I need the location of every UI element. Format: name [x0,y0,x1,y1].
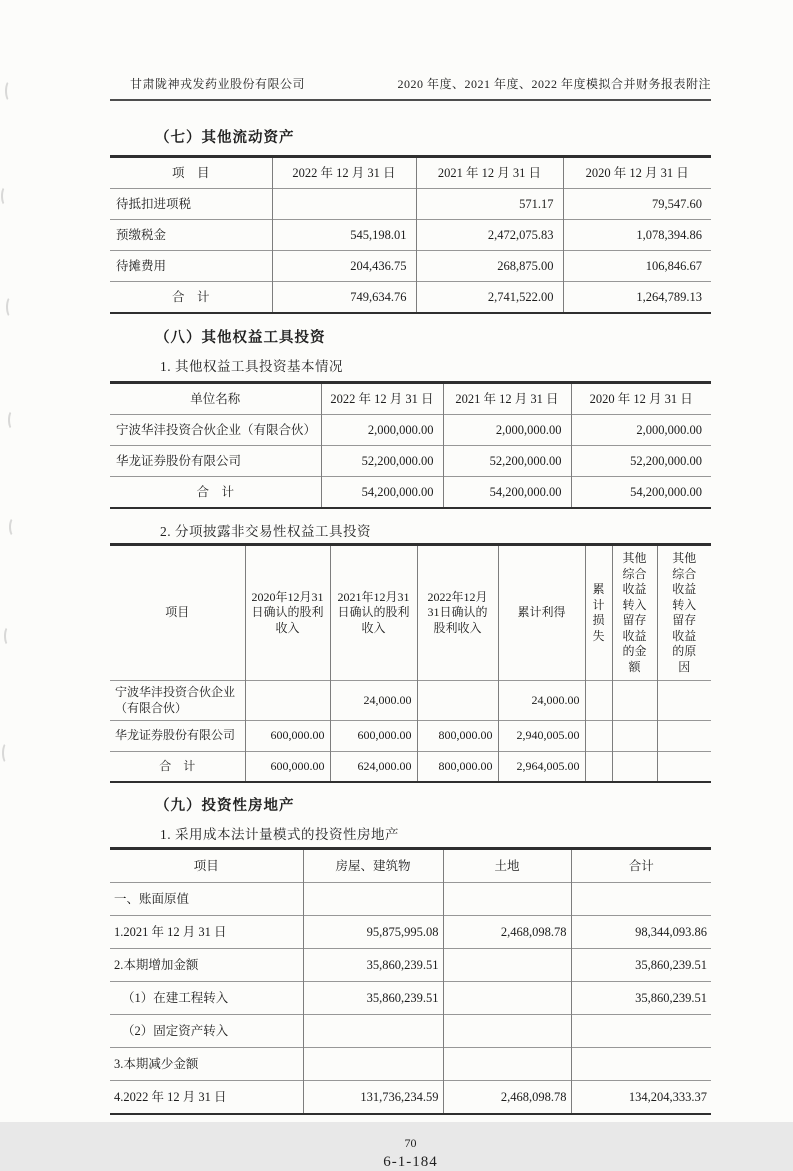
table-cell: 华龙证券股份有限公司 [110,446,321,477]
table-cell: 268,875.00 [416,251,563,282]
other-current-assets-table [110,155,711,314]
table-cell [443,949,571,982]
table-cell: 106,846.67 [563,251,711,282]
table-header-cell: 单位名称 [190,392,241,406]
table-row [110,681,711,721]
table-cell: 600,000.00 [245,721,330,752]
table-cell: 2,000,000.00 [321,415,443,446]
table-cell: 3.本期减少金额 [110,1048,303,1081]
table-header-row [110,849,711,883]
table-cell: 1,264,789.13 [563,282,711,314]
table-cell: 134,204,333.37 [571,1081,711,1115]
table-cell: 600,000.00 [330,721,417,752]
table-cell: 待抵扣进项税 [110,189,272,220]
table-cell [417,681,498,721]
table-header-cell: 其他综合收益转入留存收益的原因 [657,545,711,681]
table-cell: 4.2022 年 12 月 31 日 [110,1081,303,1115]
table-cell [443,883,571,916]
table-cell: 545,198.01 [272,220,416,251]
document-number: 6-1-184 [383,1154,438,1170]
table-cell [303,1048,443,1081]
table-cell [571,1048,711,1081]
table-cell: 204,436.75 [272,251,416,282]
table-total-row [110,751,711,782]
investment-property-table [110,847,711,1115]
table-cell: 35,860,239.51 [303,982,443,1015]
table-cell [657,751,711,782]
table-cell: 24,000.00 [498,681,585,721]
table-cell: 待摊费用 [110,251,272,282]
table-cell: 54,200,000.00 [571,477,711,509]
table-cell [585,721,612,752]
table-cell: 合 计 [110,477,321,509]
table-header-cell: 2020年12月31日确认的股利收入 [245,545,330,681]
table-cell [612,681,657,721]
table-cell: 2,468,098.78 [443,1081,571,1115]
section-9-subtitle-1: 1. 采用成本法计量模式的投资性房地产 [160,827,399,842]
table-cell: 2.本期增加金额 [110,949,303,982]
scan-artifact [9,517,19,537]
table-cell [272,189,416,220]
table-cell: 华龙证券股份有限公司 [110,721,245,752]
table-row [110,1015,711,1048]
table-header-cell: 2021 年 12 月 31 日 [443,383,571,415]
table-cell: 2,964,005.00 [498,751,585,782]
table-header-cell: 2022 年 12 月 31 日 [272,157,416,189]
report-title: 2020 年度、2021 年度、2022 年度模拟合并财务报表附注 [397,77,711,91]
table-cell [443,1048,571,1081]
table-cell: 宁波华沣投资合伙企业（有限合伙） [110,681,245,721]
table-cell [612,721,657,752]
table-header-cell: 2021 年 12 月 31 日 [416,157,563,189]
table-cell: 600,000.00 [245,751,330,782]
table-cell: 35,860,239.51 [303,949,443,982]
table-cell: 1.2021 年 12 月 31 日 [110,916,303,949]
section-7-title: （七）其他流动资产 [155,130,295,146]
table-cell [245,681,330,721]
table-cell: 95,875,995.08 [303,916,443,949]
table-total-row [110,282,711,314]
table-header-row [110,383,711,415]
table-header-cell: 2021年12月31日确认的股利收入 [330,545,417,681]
table-row [110,1081,711,1115]
table-header-cell: 累计损失 [585,545,612,681]
table-row [110,916,711,949]
table-cell: 800,000.00 [417,751,498,782]
table-cell: （1）在建工程转入 [110,982,303,1015]
table-cell [303,1015,443,1048]
table-cell: 35,860,239.51 [571,949,711,982]
table-cell: 1,078,394.86 [563,220,711,251]
table-header-cell: 合计 [571,849,711,883]
scan-artifact [1,186,10,206]
table-cell: 131,736,234.59 [303,1081,443,1115]
page-content [110,0,711,1171]
table-cell: 2,000,000.00 [443,415,571,446]
scan-artifact [6,296,16,318]
table-header-cell: 2022 年 12 月 31 日 [321,383,443,415]
table-header-cell: 项目 [193,859,219,873]
table-cell: 624,000.00 [330,751,417,782]
table-cell: 预缴税金 [110,220,272,251]
table-cell: 54,200,000.00 [321,477,443,509]
table-cell [612,751,657,782]
scan-artifact [8,410,17,430]
table-cell [443,1015,571,1048]
table-cell [657,721,711,752]
table-cell: 52,200,000.00 [443,446,571,477]
table-cell: 79,547.60 [563,189,711,220]
table-cell: 98,344,093.86 [571,916,711,949]
table-row [110,415,711,446]
table-cell: 35,860,239.51 [571,982,711,1015]
table-cell: （2）固定资产转入 [110,1015,303,1048]
table-row [110,189,711,220]
equity-investment-basic-table [110,381,711,509]
table-row [110,1048,711,1081]
table-cell: 宁波华沣投资合伙企业（有限合伙） [110,415,321,446]
table-cell: 571.17 [416,189,563,220]
table-header-row [110,157,711,189]
table-header-cell: 土地 [443,849,571,883]
table-cell [571,883,711,916]
table-cell: 2,741,522.00 [416,282,563,314]
table-cell: 一、账面原值 [110,883,303,916]
table-cell [657,681,711,721]
table-header-cell: 其他综合收益转入留存收益的金额 [612,545,657,681]
table-cell: 52,200,000.00 [321,446,443,477]
section-8-subtitle-1: 1. 其他权益工具投资基本情况 [160,359,343,374]
table-header-cell: 2020 年 12 月 31 日 [571,383,711,415]
table-cell: 24,000.00 [330,681,417,721]
table-cell [585,681,612,721]
table-cell: 800,000.00 [417,721,498,752]
non-trading-equity-table [110,543,711,783]
scan-artifact [5,80,15,102]
table-cell [303,883,443,916]
page-number: 70 [404,1136,417,1150]
table-header-cell: 项 目 [171,166,210,180]
scan-artifact [4,626,13,646]
table-cell: 2,472,075.83 [416,220,563,251]
table-row [110,721,711,752]
section-8-subtitle-2: 2. 分项披露非交易性权益工具投资 [160,524,371,539]
table-cell: 合 计 [110,751,245,782]
table-cell [443,982,571,1015]
table-row [110,251,711,282]
section-9-title: （九）投资性房地产 [155,798,295,814]
page-footer [110,1136,711,1171]
table-row [110,949,711,982]
section-8-title: （八）其他权益工具投资 [155,330,326,346]
scan-artifact [2,742,12,764]
table-row [110,220,711,251]
table-header-cell: 2020 年 12 月 31 日 [563,157,711,189]
table-header-cell: 项目 [165,605,190,620]
table-cell: 2,940,005.00 [498,721,585,752]
table-cell: 2,000,000.00 [571,415,711,446]
table-row [110,883,711,916]
document-header [110,76,711,101]
table-cell: 合 计 [110,282,272,314]
company-name: 甘肃陇神戎发药业股份有限公司 [130,77,306,91]
table-row [110,446,711,477]
table-header-cell: 累计利得 [498,545,585,681]
table-row [110,982,711,1015]
table-cell [571,1015,711,1048]
table-cell [585,751,612,782]
table-header-cell: 房屋、建筑物 [303,849,443,883]
table-cell: 54,200,000.00 [443,477,571,509]
table-header-cell: 2022年12月31日确认的股利收入 [417,545,498,681]
table-cell: 52,200,000.00 [571,446,711,477]
table-cell: 749,634.76 [272,282,416,314]
table-total-row [110,477,711,509]
table-cell: 2,468,098.78 [443,916,571,949]
table-header-row [110,545,711,681]
